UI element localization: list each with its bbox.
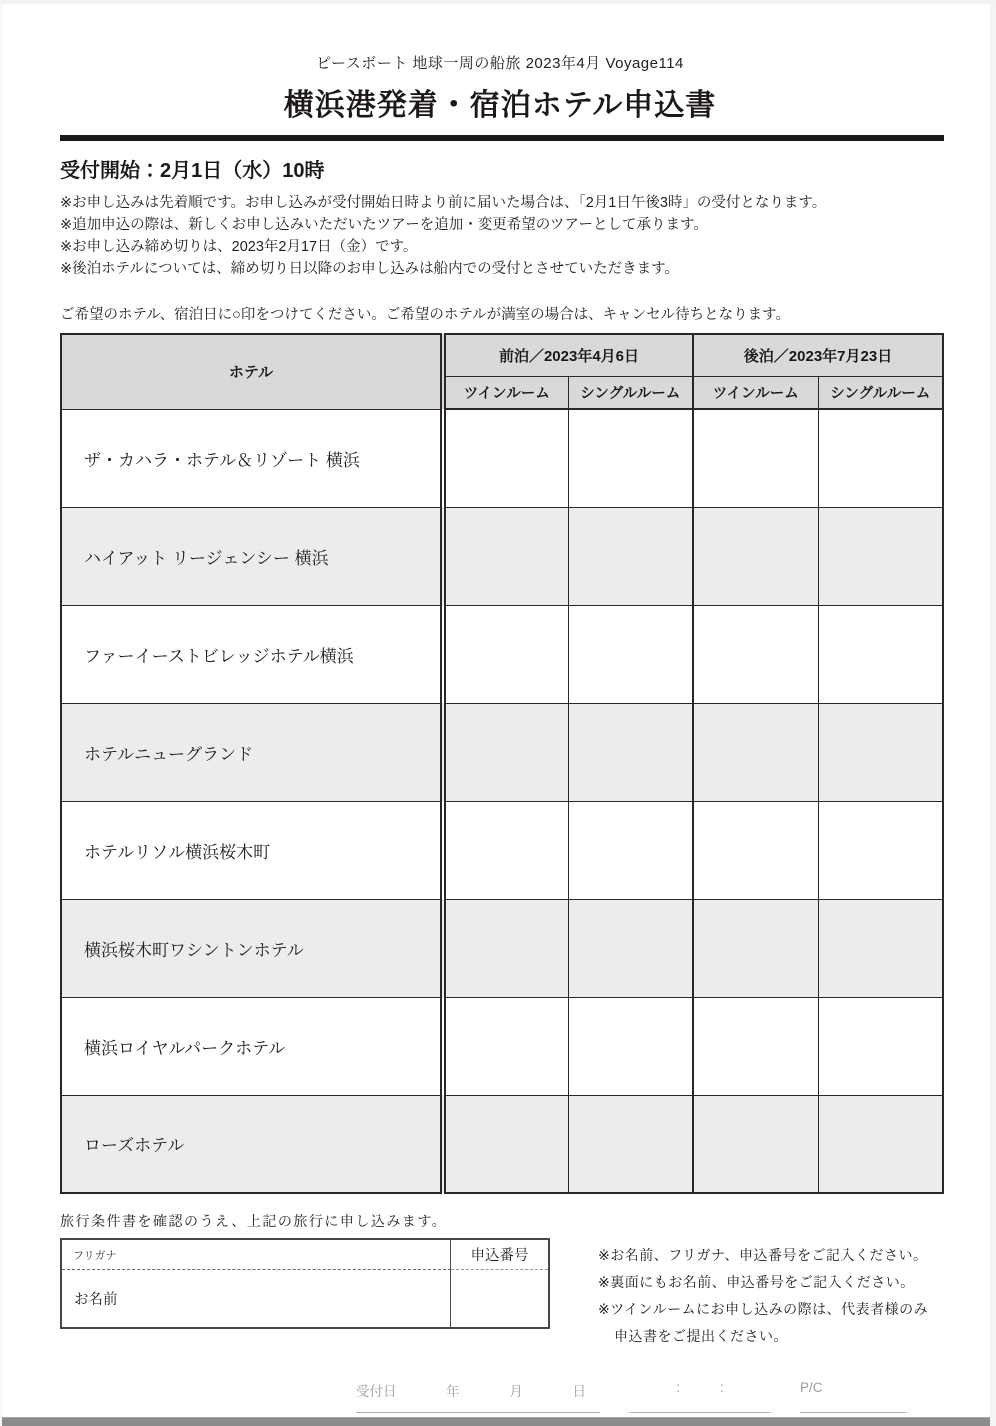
post-stay-twin-header: ツインルーム: [693, 376, 818, 409]
mark-cell-poststay-twin[interactable]: [693, 997, 818, 1095]
marking-instruction: ご希望のホテル、宿泊日に○印をつけてください。ご希望のホテルが満室の場合は、キャンセル待ちとなります。: [60, 307, 790, 323]
mark-cell-poststay-single[interactable]: [818, 997, 943, 1095]
hotel-name: ハイアット リージェンシー 横浜: [61, 507, 443, 605]
hotel-selection-table: [60, 333, 944, 1194]
colon-separator: :: [676, 1380, 680, 1395]
hotel-name: 横浜ロイヤルパークホテル: [61, 997, 443, 1095]
post-stay-single-header: シングルルーム: [818, 376, 943, 409]
hotel-name: ファーイーストビレッジホテル横浜: [61, 605, 443, 703]
hotel-name: ホテルニューグランド: [61, 703, 443, 801]
table-row: [61, 899, 943, 997]
mark-cell-poststay-single[interactable]: [818, 801, 943, 899]
applicant-name-box: [60, 1238, 550, 1329]
table-row: [61, 703, 943, 801]
furigana-field[interactable]: [62, 1240, 451, 1270]
reception-notes: [60, 192, 940, 280]
month-label: 月: [509, 1384, 523, 1399]
reception-date-field[interactable]: [356, 1380, 600, 1413]
pre-stay-group-header: 前泊／2023年4月6日: [443, 334, 693, 376]
table-row: [61, 605, 943, 703]
mark-cell-prestay-single[interactable]: [568, 1095, 693, 1193]
mark-cell-prestay-twin[interactable]: [443, 801, 568, 899]
mark-cell-poststay-twin[interactable]: [693, 409, 818, 507]
post-stay-group-header: 後泊／2023年7月23日: [693, 334, 943, 376]
mark-cell-prestay-twin[interactable]: [443, 409, 568, 507]
application-note: 申込書をご提出ください。: [614, 1328, 788, 1344]
mark-cell-prestay-twin[interactable]: [443, 997, 568, 1095]
mark-cell-poststay-twin[interactable]: [693, 801, 818, 899]
application-note: ※お名前、フリガナ、申込番号をご記入ください。: [598, 1247, 928, 1263]
mark-cell-poststay-single[interactable]: [818, 703, 943, 801]
mark-cell-prestay-single[interactable]: [568, 801, 693, 899]
pc-field[interactable]: [800, 1380, 907, 1413]
mark-cell-poststay-twin[interactable]: [693, 507, 818, 605]
confirmation-statement: 旅行条件書を確認のうえ、上記の旅行に申し込みます。: [60, 1213, 448, 1229]
mark-cell-prestay-twin[interactable]: [443, 703, 568, 801]
mark-cell-poststay-single[interactable]: [818, 409, 943, 507]
day-label: 日: [572, 1384, 586, 1399]
table-row: [61, 1095, 943, 1193]
hotel-column-header: ホテル: [61, 334, 443, 409]
office-use-row: [356, 1380, 940, 1413]
mark-cell-prestay-single[interactable]: [568, 409, 693, 507]
pc-label: P/C: [800, 1380, 823, 1395]
reception-note: ※お申し込みは先着順です。お申し込みが受付開始日時より前に届いた場合は、「2月1日午後3時」の受付となります。: [60, 195, 827, 211]
table-row: [61, 409, 943, 507]
mark-cell-poststay-twin[interactable]: [693, 1095, 818, 1193]
year-label: 年: [446, 1384, 460, 1399]
reception-start-heading: 受付開始：2月1日（水）10時: [60, 160, 325, 182]
application-number-input-area[interactable]: [451, 1270, 548, 1327]
table-row: [61, 997, 943, 1095]
application-number-label: 申込番号: [470, 1248, 529, 1264]
mark-cell-prestay-single[interactable]: [568, 997, 693, 1095]
name-label: お名前: [74, 1292, 118, 1308]
application-note: ※裏面にもお名前、申込番号をご記入ください。: [598, 1274, 915, 1290]
mark-cell-poststay-single[interactable]: [818, 1095, 943, 1193]
mark-cell-prestay-single[interactable]: [568, 703, 693, 801]
mark-cell-prestay-single[interactable]: [568, 507, 693, 605]
application-number-field[interactable]: [451, 1240, 548, 1270]
reception-note: ※お申し込み締め切りは、2023年2月17日（金）です。: [60, 239, 418, 255]
furigana-label: フリガナ: [73, 1250, 117, 1262]
mark-cell-prestay-twin[interactable]: [443, 507, 568, 605]
reception-date-label: 受付日: [356, 1384, 397, 1399]
mark-cell-poststay-single[interactable]: [818, 507, 943, 605]
hotel-name: ホテルリソル横浜桜木町: [61, 801, 443, 899]
hotel-name: 横浜桜木町ワシントンホテル: [61, 899, 443, 997]
hotel-name: ローズホテル: [61, 1095, 443, 1193]
page-title: 横浜港発着・宿泊ホテル申込書: [283, 89, 717, 122]
mark-cell-poststay-twin[interactable]: [693, 605, 818, 703]
mark-cell-poststay-twin[interactable]: [693, 899, 818, 997]
name-field[interactable]: [62, 1270, 451, 1327]
mark-cell-prestay-single[interactable]: [568, 899, 693, 997]
reception-note: ※追加申込の際は、新しくお申し込みいただいたツアーを追加・変更希望のツアーとして承ります。: [60, 217, 708, 233]
title-rule: [60, 135, 944, 141]
mark-cell-poststay-single[interactable]: [818, 899, 943, 997]
voyage-subtitle: ピースボート 地球一周の船旅 2023年4月 Voyage114: [316, 55, 684, 72]
application-notes: [598, 1238, 928, 1350]
application-note: ※ツインルームにお申し込みの際は、代表者様のみ: [598, 1301, 929, 1317]
page-bottom-bar: [2, 1417, 990, 1426]
pre-stay-single-header: シングルルーム: [568, 376, 693, 409]
mark-cell-prestay-twin[interactable]: [443, 1095, 568, 1193]
mark-cell-poststay-twin[interactable]: [693, 703, 818, 801]
mark-cell-poststay-single[interactable]: [818, 605, 943, 703]
mark-cell-prestay-twin[interactable]: [443, 605, 568, 703]
reception-note: ※後泊ホテルについては、締め切り日以降のお申し込みは船内での受付とさせていただきます。: [60, 261, 679, 277]
pre-stay-twin-header: ツインルーム: [443, 376, 568, 409]
mark-cell-prestay-single[interactable]: [568, 605, 693, 703]
colon-separator: :: [720, 1380, 724, 1395]
hotel-name: ザ・カハラ・ホテル＆リゾート 横浜: [61, 409, 443, 507]
reception-time-field[interactable]: [629, 1380, 771, 1413]
mark-cell-prestay-twin[interactable]: [443, 899, 568, 997]
table-row: [61, 507, 943, 605]
table-row: [61, 801, 943, 899]
